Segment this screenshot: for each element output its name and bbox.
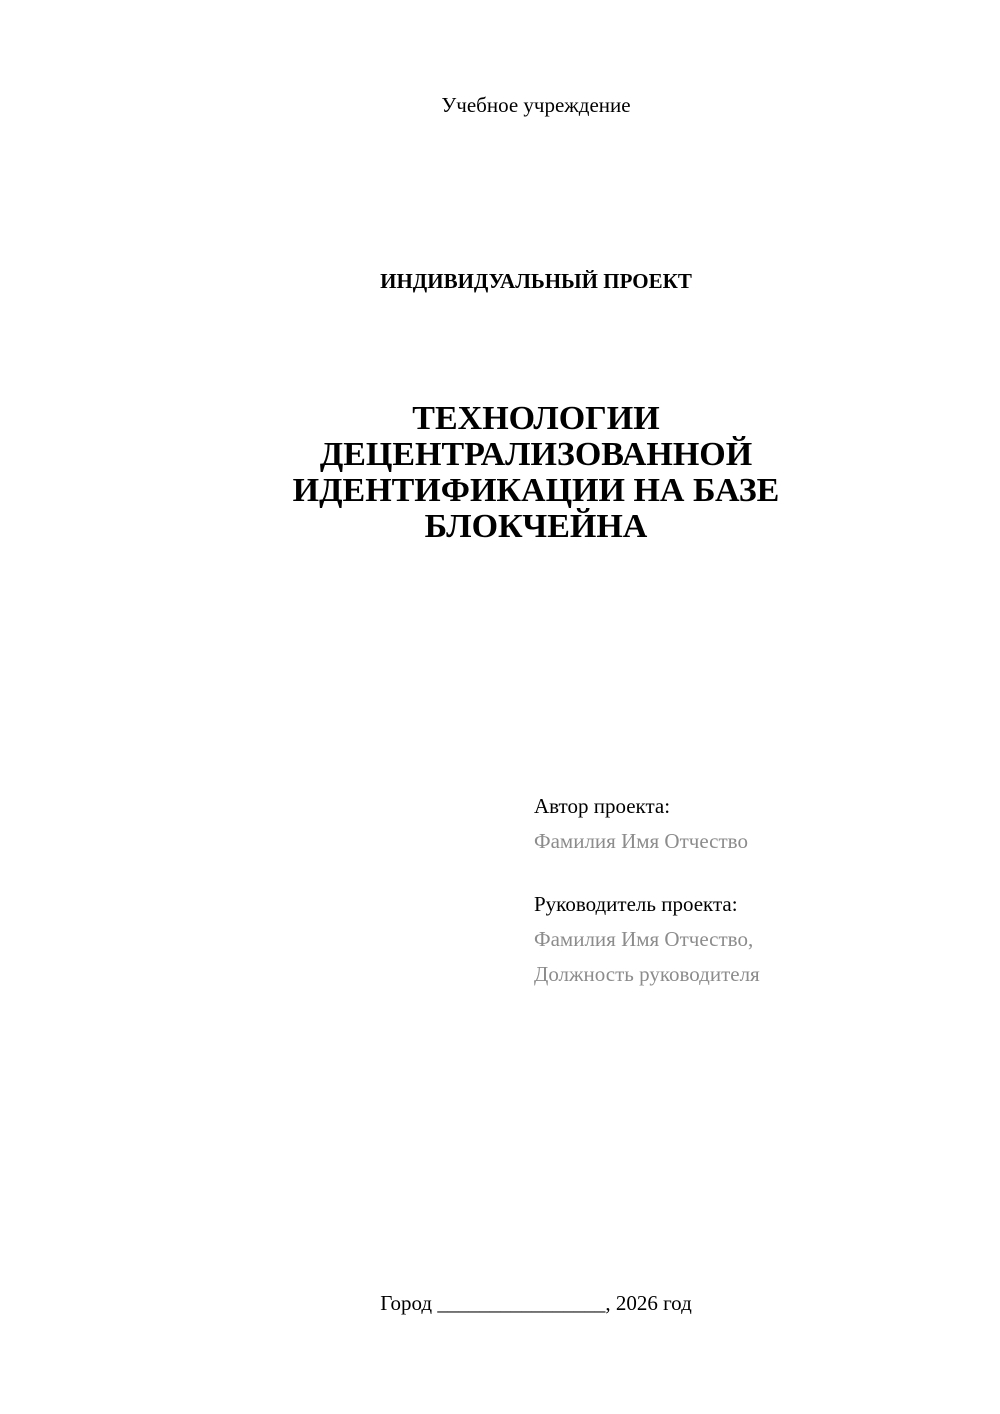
project-title-line: ТЕХНОЛОГИИ xyxy=(412,400,660,437)
credits-spacer xyxy=(534,859,760,887)
author-name: Фамилия Имя Отчество xyxy=(534,829,748,853)
city-year-line: Город ________________, 2026 год xyxy=(380,1291,692,1315)
project-type-heading: ИНДИВИДУАЛЬНЫЙ ПРОЕКТ xyxy=(380,269,692,293)
author-label: Автор проекта: xyxy=(534,794,671,818)
project-title xyxy=(0,401,1000,545)
supervisor-name: Фамилия Имя Отчество, xyxy=(534,927,754,951)
institution-name: Учебное учреждение xyxy=(441,93,631,117)
project-title-line: БЛОКЧЕЙНА xyxy=(424,508,648,545)
project-title-line: ДЕЦЕНТРАЛИЗОВАННОЙ xyxy=(319,436,753,473)
supervisor-label: Руководитель проекта: xyxy=(534,892,738,916)
supervisor-position: Должность руководителя xyxy=(534,962,760,986)
project-title-line: ИДЕНТИФИКАЦИИ НА БАЗЕ xyxy=(292,472,780,509)
credits-block xyxy=(534,789,760,992)
